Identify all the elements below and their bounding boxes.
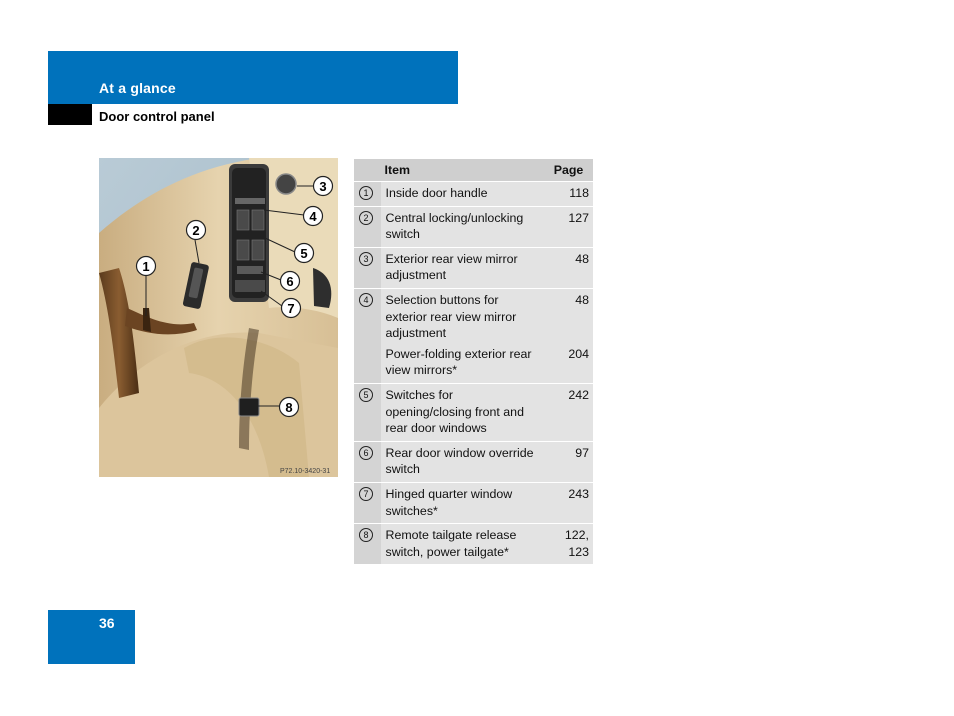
callout-4: 4 <box>309 209 317 224</box>
table-row <box>354 206 593 247</box>
header-page: Page <box>544 159 593 182</box>
header-bar <box>48 51 458 104</box>
callout-2: 2 <box>192 223 200 238</box>
page-number: 36 <box>99 615 115 631</box>
row-item: Rear door window override switch <box>381 441 545 482</box>
row-item: Power-folding exterior rear view mirrors* <box>385 346 532 378</box>
row-page: 127 <box>544 206 593 247</box>
section-title: Door control panel <box>99 109 215 124</box>
row-number: 2 <box>359 211 373 225</box>
row-number: 4 <box>359 293 373 307</box>
header-num <box>354 159 381 182</box>
row-page: 204 <box>568 346 589 361</box>
row-page: 48 <box>544 247 593 288</box>
row-page: 242 <box>544 383 593 441</box>
row-number: 6 <box>359 446 373 460</box>
table-row <box>354 441 593 482</box>
row-number: 5 <box>359 388 373 402</box>
row-page: 97 <box>544 441 593 482</box>
table-row <box>354 524 593 565</box>
row-item: Remote tailgate release switch, power tailgate* <box>381 524 545 565</box>
row-item: Inside door handle <box>381 182 545 207</box>
row-item: Switches for opening/closing front and rear door windows <box>381 383 545 441</box>
row-item: Exterior rear view mirror adjustment <box>381 247 545 288</box>
table-row <box>354 182 593 207</box>
row-number-empty <box>354 346 381 384</box>
row-page: 243 <box>544 482 593 523</box>
header-item: Item <box>381 159 545 182</box>
callout-7: 7 <box>287 301 295 316</box>
callout-6: 6 <box>286 274 294 289</box>
page-number-tab <box>48 610 135 664</box>
callout-3: 3 <box>319 179 327 194</box>
row-page: 122, 123 <box>544 524 593 565</box>
header-title: At a glance <box>99 80 176 96</box>
table-row <box>354 482 593 523</box>
row-page: 48 <box>544 288 593 345</box>
row-item: Central locking/unlocking switch <box>381 206 545 247</box>
table-row <box>354 346 593 384</box>
table-row <box>354 247 593 288</box>
row-item: Hinged quarter window switches* <box>381 482 545 523</box>
callout-5: 5 <box>300 246 308 261</box>
section-marker <box>48 104 92 125</box>
row-page: 118 <box>544 182 593 207</box>
callout-1: 1 <box>142 259 150 274</box>
row-number: 7 <box>359 487 373 501</box>
row-number: 8 <box>359 528 373 542</box>
row-item: Selection buttons for exterior rear view mirror adjustment <box>381 288 545 345</box>
row-number: 1 <box>359 186 373 200</box>
table-row <box>354 288 593 345</box>
door-panel-photo <box>99 158 338 477</box>
figure-code: P72.10-3420-31 <box>280 468 331 475</box>
callout-8: 8 <box>285 400 293 415</box>
items-table <box>354 159 593 564</box>
table-row <box>354 383 593 441</box>
row-number: 3 <box>359 252 373 266</box>
